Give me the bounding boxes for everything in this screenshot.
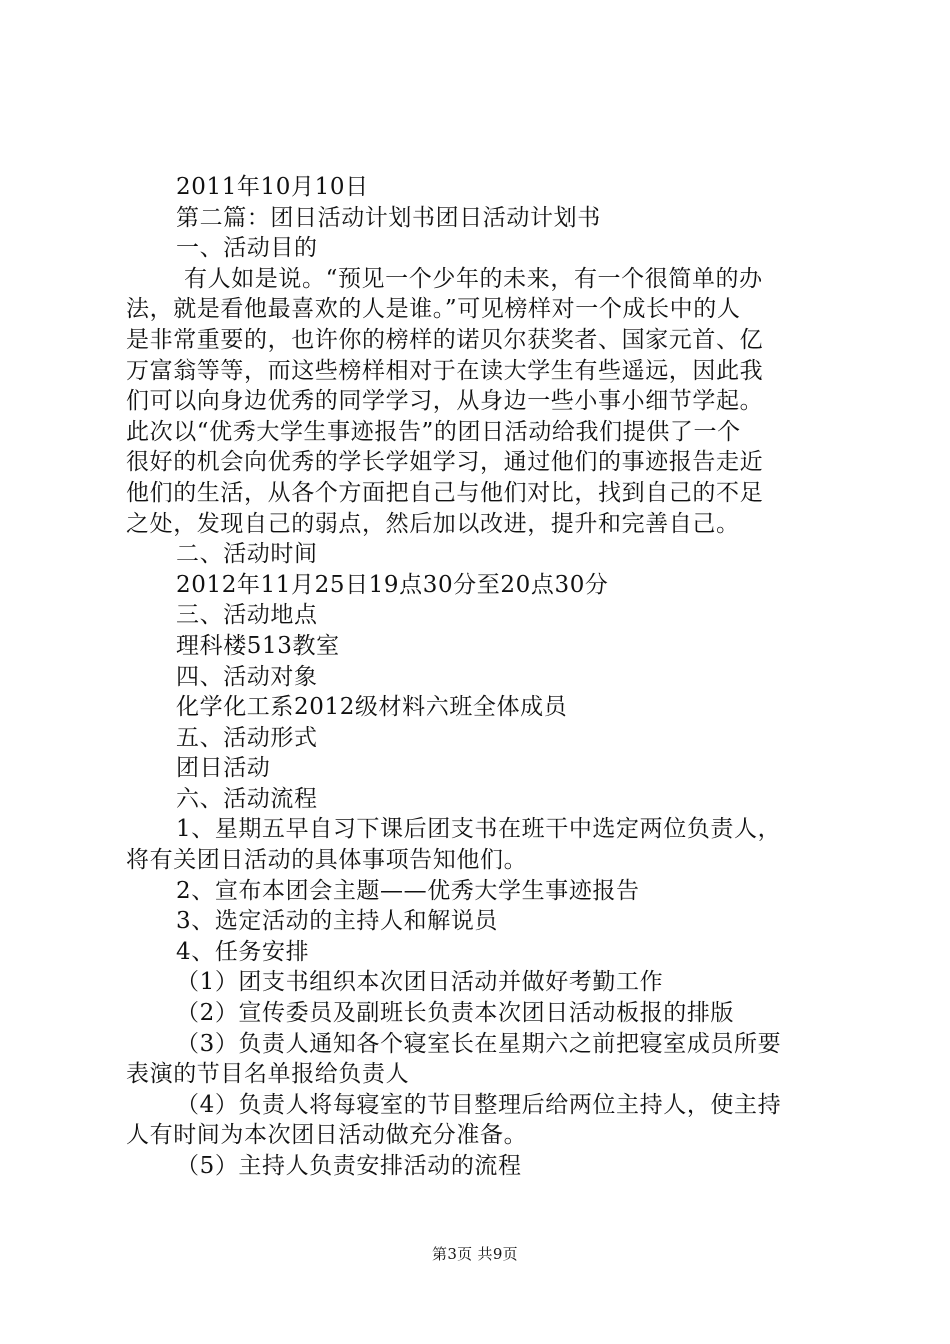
activity-location: 理科楼513教室 xyxy=(176,632,340,659)
paragraph-line: 此次以“优秀大学生事迹报告”的团日活动给我们提供了一个 xyxy=(126,418,741,445)
section-heading-purpose: 一、活动目的 xyxy=(176,235,318,262)
section-heading-time: 二、活动时间 xyxy=(176,541,318,568)
task-item: （2）宣传委员及副班长负责本次团日活动板报的排版 xyxy=(176,1000,735,1027)
process-step: 3、选定活动的主持人和解说员 xyxy=(176,908,499,935)
paragraph-line: 是非常重要的，也许你的榜样的诺贝尔获奖者、国家元首、亿 xyxy=(126,326,764,353)
task-item: （4）负责人将每寝室的节目整理后给两位主持人，使主持 xyxy=(176,1091,782,1118)
task-item: （3）负责人通知各个寝室长在星期六之前把寝室成员所要 xyxy=(176,1030,782,1057)
section-heading-location: 三、活动地点 xyxy=(176,602,318,629)
process-step: 2、宣布本团会主题——优秀大学生事迹报告 xyxy=(176,877,640,904)
paragraph-line: 之处，发现自己的弱点，然后加以改进，提升和完善自己。 xyxy=(126,510,740,537)
task-item-continued: 表演的节目名单报给负责人 xyxy=(126,1061,410,1088)
task-item: （5）主持人负责安排活动的流程 xyxy=(176,1153,522,1179)
section-heading-format: 五、活动形式 xyxy=(176,724,318,751)
activity-time: 2012年11月25日19点30分至20点30分 xyxy=(176,571,609,598)
section-heading-audience: 四、活动对象 xyxy=(176,663,318,690)
section-heading-process: 六、活动流程 xyxy=(176,785,318,812)
paragraph-line: 万富翁等等，而这些榜样相对于在读大学生有些遥远，因此我 xyxy=(126,357,764,384)
process-step: 1、星期五早自习下课后团支书在班干中选定两位负责人， xyxy=(176,816,782,843)
document-body xyxy=(126,172,830,1182)
page-footer: 第3页 共9页 xyxy=(432,1245,518,1263)
chapter-title: 第二篇：团日活动计划书团日活动计划书 xyxy=(176,204,601,231)
activity-format: 团日活动 xyxy=(176,755,271,782)
paragraph-line: 他们的生活，从各个方面把自己与他们对比，找到自己的不足 xyxy=(126,479,764,506)
process-step-continued: 将有关团日活动的具体事项告知他们。 xyxy=(126,847,528,874)
date-line: 2011年10月10日 xyxy=(176,174,369,200)
process-step: 4、任务安排 xyxy=(176,938,310,965)
paragraph-line: 很好的机会向优秀的学长学姐学习，通过他们的事迹报告走近 xyxy=(126,449,764,476)
paragraph-line: 法，就是看他最喜欢的人是谁。”可见榜样对一个成长中的人 xyxy=(126,296,741,323)
task-item-continued: 人有时间为本次团日活动做充分准备。 xyxy=(126,1122,528,1149)
activity-audience: 化学化工系2012级材料六班全体成员 xyxy=(176,694,568,721)
paragraph-line: 有人如是说。“预见一个少年的未来，有一个很简单的办 xyxy=(184,265,763,292)
paragraph-line: 们可以向身边优秀的同学学习，从身边一些小事小细节学起。 xyxy=(126,388,764,415)
task-item: （1）团支书组织本次团日活动并做好考勤工作 xyxy=(176,969,664,996)
